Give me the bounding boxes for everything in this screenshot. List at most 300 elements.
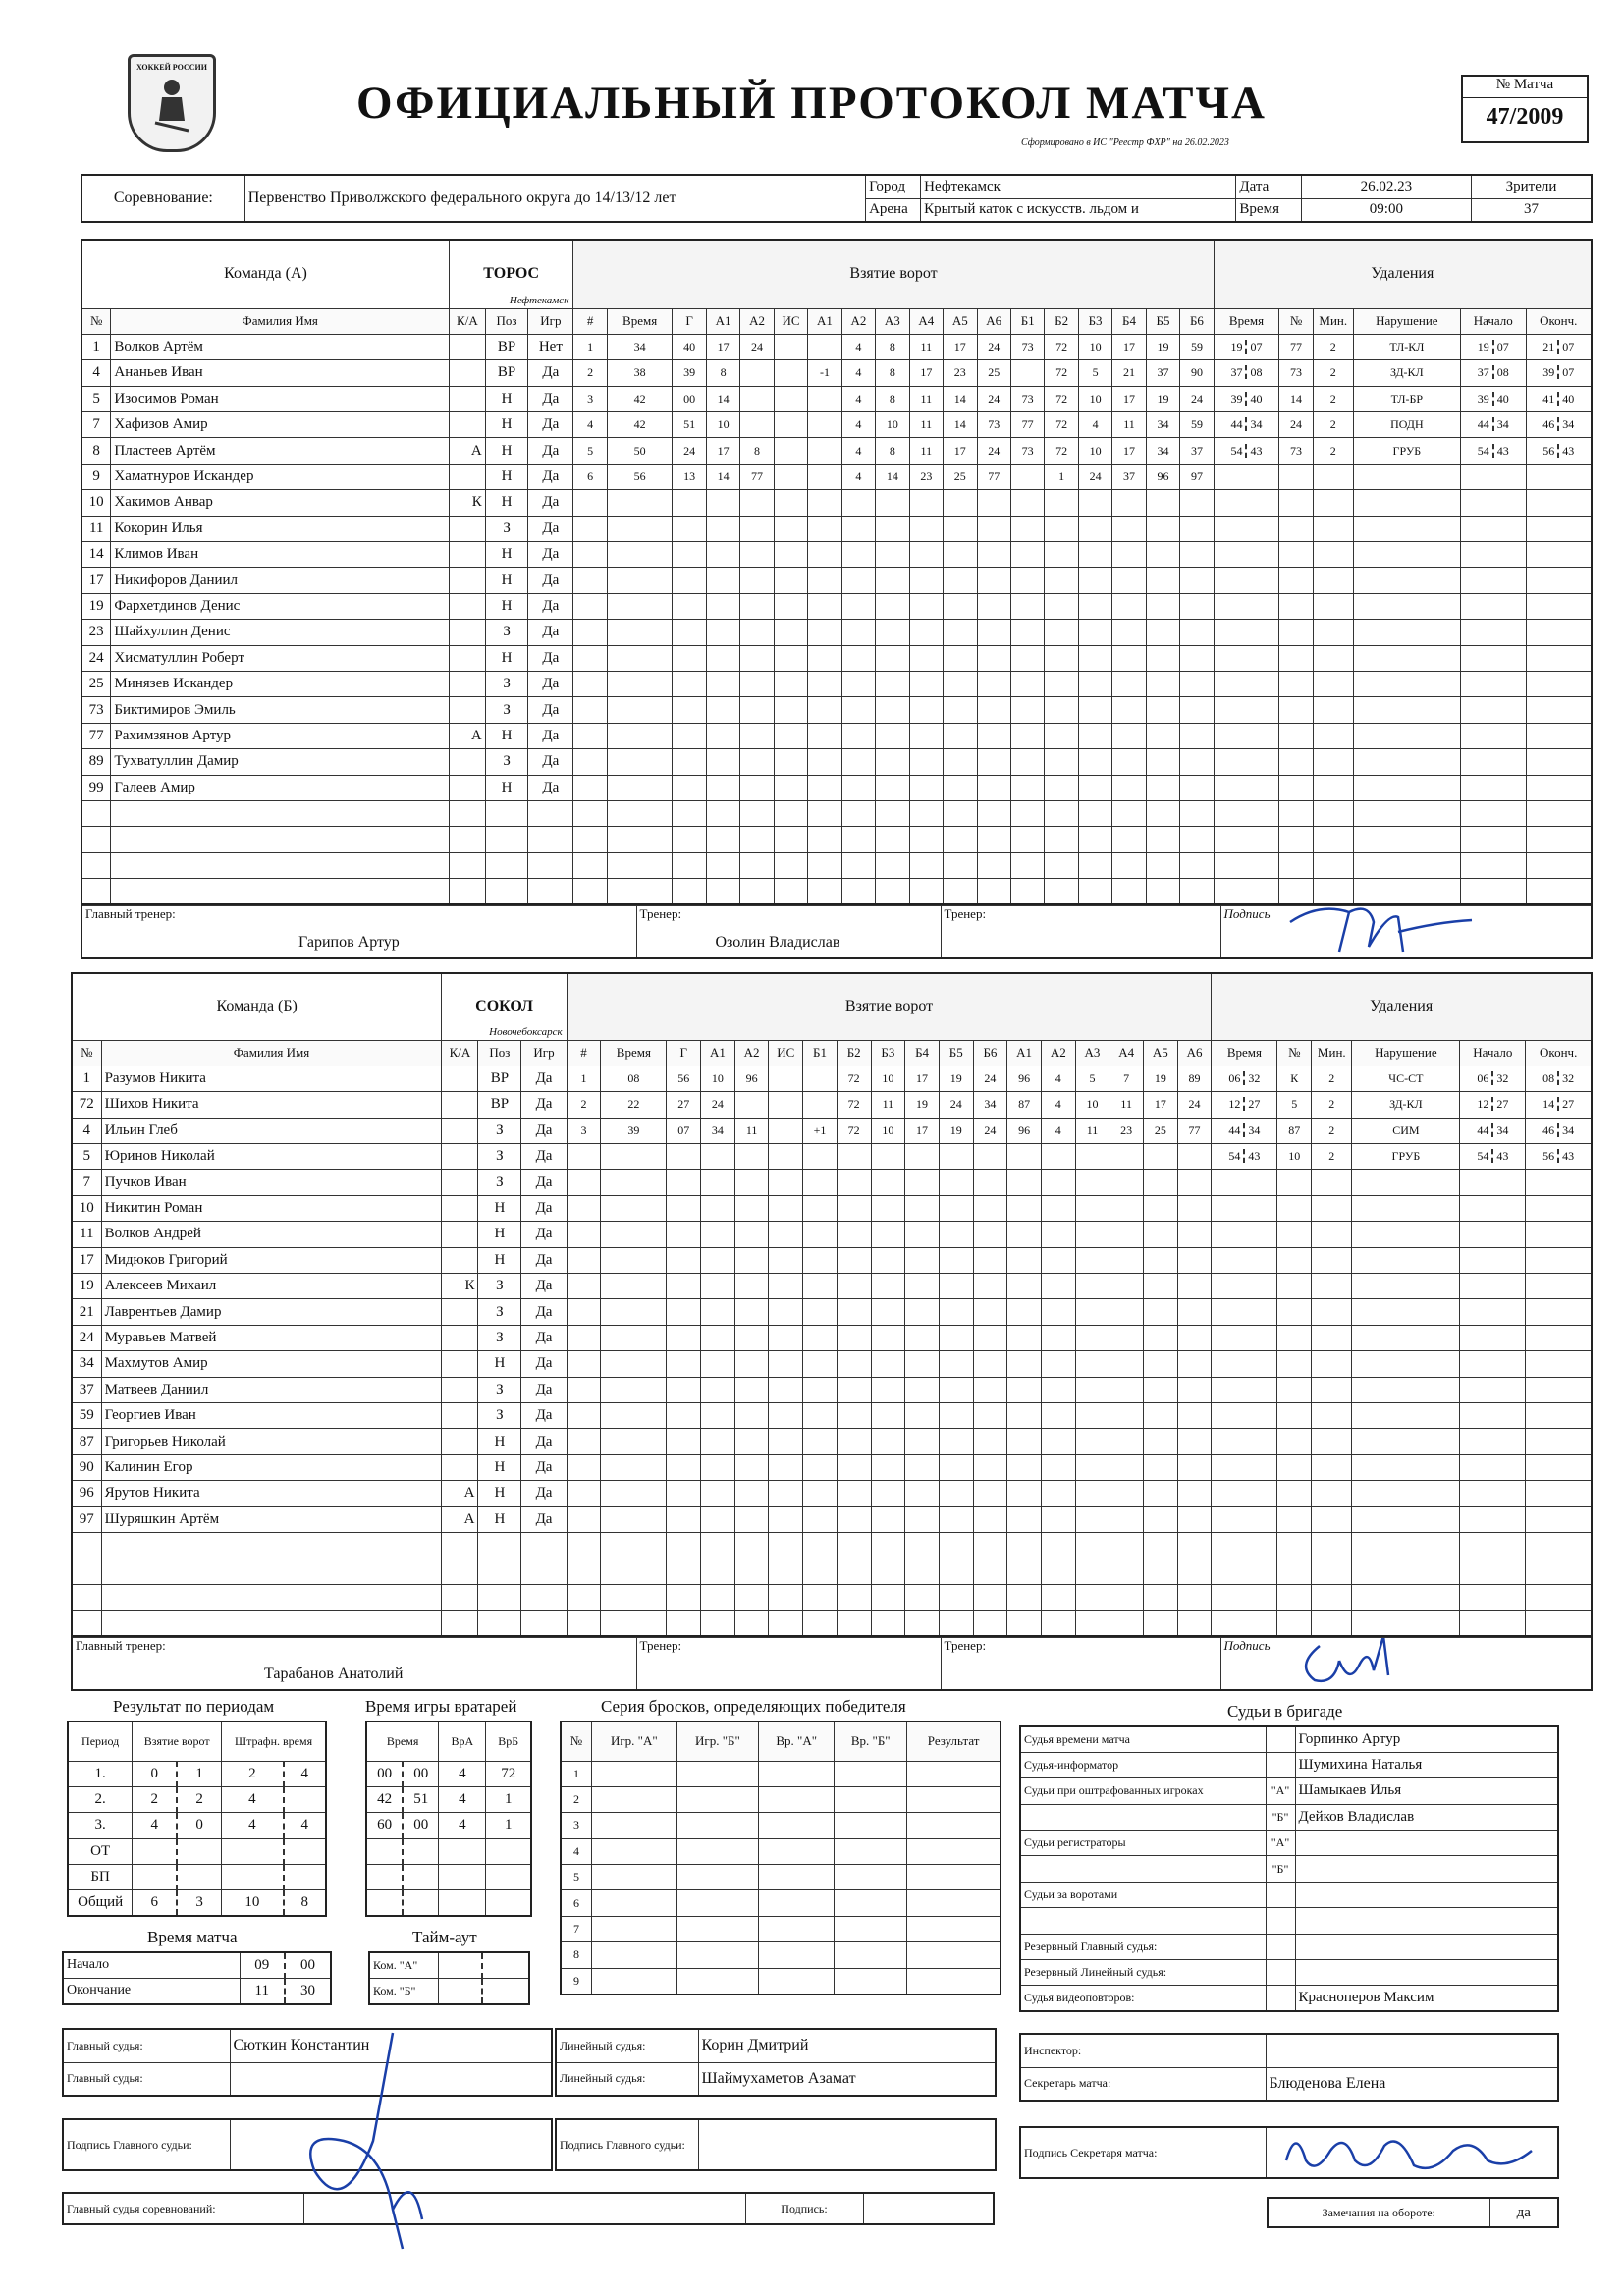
goal-cell: [673, 723, 706, 748]
goal-cell: [774, 412, 807, 438]
period-cell: [177, 1865, 221, 1890]
player-position: [478, 1558, 521, 1584]
goal-cell: [1146, 568, 1179, 593]
goal-cell: 10: [876, 412, 909, 438]
timeout-b-sec: [482, 1978, 529, 2003]
goal-cell: [601, 1611, 667, 1636]
player-role: [442, 1454, 478, 1480]
goal-cell: [808, 464, 841, 489]
player-position: ВР: [478, 1066, 521, 1091]
a-col-goal-0: #: [573, 308, 607, 334]
official-side: [1266, 1960, 1295, 1986]
goal-cell: [1041, 1247, 1075, 1273]
penalty-cell: [1352, 1454, 1460, 1480]
goal-cell: [701, 1195, 735, 1221]
goal-cell: [841, 800, 875, 826]
penalty-value: 14: [1542, 1097, 1555, 1112]
player-number: 90: [72, 1454, 101, 1480]
goal-cell: [808, 386, 841, 411]
penalty-cell: [1313, 386, 1353, 411]
period-cell: 10: [222, 1890, 284, 1916]
goal-cell: [774, 775, 807, 800]
goal-cell: 25: [944, 464, 977, 489]
goal-cell: [939, 1325, 973, 1350]
penalty-value: 34: [1562, 1122, 1575, 1137]
goal-cell: [808, 645, 841, 671]
penalty-value: 37: [1230, 365, 1243, 380]
goal-cell: [740, 412, 774, 438]
official-row: [1020, 1856, 1558, 1882]
player-number: 8: [81, 438, 111, 464]
official-row: [1020, 1831, 1558, 1856]
goal-cell: [734, 1195, 769, 1221]
goal-cell: [573, 723, 607, 748]
penalty-cell: [1526, 879, 1592, 904]
table-row: [72, 1454, 1592, 1480]
goal-cell: [774, 800, 807, 826]
goal-cell: [601, 1351, 667, 1377]
player-number: [81, 852, 111, 878]
penalty-cell: [1460, 1402, 1526, 1428]
goal-cell: [667, 1429, 701, 1454]
team-a-coach: Озолин Владислав: [715, 933, 840, 951]
goal-cell: [740, 775, 774, 800]
goal-cell: [939, 1299, 973, 1325]
goal-cell: [1010, 852, 1044, 878]
player-number: [81, 827, 111, 852]
b-col-goal-7: Б2: [837, 1040, 871, 1066]
penalty-cell: [1212, 1274, 1277, 1299]
timeout-title: Тайм-аут: [412, 1928, 477, 1946]
team-a-goals-title: Взятие ворот: [573, 240, 1214, 308]
goal-cell: [909, 671, 943, 696]
player-name: Пучков Иван: [101, 1170, 442, 1195]
table-row: [81, 490, 1592, 516]
goal-cell: [667, 1481, 701, 1506]
penalty-cell: [1313, 516, 1353, 541]
official-side: [1266, 1908, 1295, 1934]
goal-cell: [706, 775, 739, 800]
goalie-cell: [486, 1838, 531, 1864]
goal-cell: [607, 723, 673, 748]
competition-value: Первенство Приволжского федерального округа до 14/13/12 лет: [244, 175, 865, 222]
table-row: [81, 879, 1592, 904]
shootout-num: 3: [561, 1813, 592, 1838]
goalie-cell: 51: [403, 1786, 438, 1812]
goal-cell: [734, 1377, 769, 1402]
goal-cell: [1109, 1170, 1144, 1195]
goal-cell: [905, 1351, 940, 1377]
goal-cell: [837, 1222, 871, 1247]
a-col-pen-1: №: [1279, 308, 1313, 334]
team-a-name-cell: [450, 240, 573, 308]
goal-cell: [1041, 1325, 1075, 1350]
officials-title: Судьи в бригаде: [1227, 1702, 1343, 1721]
penalty-cell: [1279, 620, 1313, 645]
team-b-goals-title: Взятие ворот: [567, 973, 1212, 1040]
goal-cell: [909, 775, 943, 800]
player-position: Н: [485, 775, 528, 800]
goal-cell: 10: [871, 1118, 905, 1143]
player-name: Никифоров Даниил: [111, 568, 450, 593]
goal-cell: 6: [573, 464, 607, 489]
team-a-coach-cell: [636, 905, 941, 958]
periods-h-pim: Штрафн. время: [222, 1722, 326, 1761]
goal-cell: [701, 1222, 735, 1247]
goal-cell: [808, 593, 841, 619]
goal-cell: [1180, 827, 1214, 852]
penalty-cell: [1214, 412, 1279, 438]
goal-cell: [601, 1274, 667, 1299]
goal-cell: [1146, 827, 1179, 852]
period-row: [68, 1890, 326, 1916]
goal-cell: [973, 1506, 1007, 1532]
goal-cell: [1078, 490, 1111, 516]
penalty-value: 32: [1496, 1071, 1509, 1086]
goal-cell: [1177, 1402, 1212, 1428]
a-col-goal-17: Б6: [1180, 308, 1214, 334]
goal-cell: [1078, 775, 1111, 800]
official-role: Судьи за воротами: [1020, 1882, 1266, 1907]
penalty-cell: [1312, 1325, 1352, 1350]
goal-cell: [734, 1506, 769, 1532]
match-number-label: № Матча: [1463, 77, 1587, 98]
goal-cell: [871, 1532, 905, 1558]
goal-cell: 34: [607, 334, 673, 359]
goal-cell: [667, 1222, 701, 1247]
team-b-sign-label: Подпись: [1223, 1637, 1271, 1653]
penalty-cell: [1212, 1611, 1277, 1636]
shootout-cell: [592, 1786, 677, 1812]
penalty-value: 54: [1230, 443, 1243, 458]
main-referee-1: Сюткин Константин: [230, 2029, 552, 2062]
goal-cell: [740, 620, 774, 645]
penalty-cell: [1460, 568, 1526, 593]
goalie-cell: 00: [403, 1761, 438, 1786]
penalty-value: 34: [1250, 417, 1263, 432]
player-number: 5: [72, 1144, 101, 1170]
penalty-cell: [1313, 723, 1353, 748]
goal-cell: [973, 1611, 1007, 1636]
goal-cell: 19: [939, 1118, 973, 1143]
goal-cell: [841, 593, 875, 619]
shootout-h-1: Игр. "А": [592, 1722, 677, 1761]
goal-cell: [1045, 568, 1078, 593]
b-col-goal-5: ИС: [769, 1040, 803, 1066]
a-col-pen-2: Мин.: [1313, 308, 1353, 334]
goal-cell: [673, 645, 706, 671]
penalty-cell: [1526, 1170, 1592, 1195]
goal-cell: 17: [1144, 1092, 1178, 1118]
goal-cell: [607, 852, 673, 878]
player-number: [81, 879, 111, 904]
player-number: 17: [72, 1247, 101, 1273]
penalty-value: 06: [1228, 1071, 1241, 1086]
goal-cell: [701, 1584, 735, 1610]
goalie-cell: 4: [439, 1786, 486, 1812]
goal-cell: [774, 568, 807, 593]
goal-cell: [977, 593, 1010, 619]
team-a-signature: [1280, 905, 1477, 958]
goal-cell: [567, 1170, 601, 1195]
goal-cell: [769, 1506, 803, 1532]
penalty-cell: [1352, 1429, 1460, 1454]
b-col-pen-0: Время: [1212, 1040, 1277, 1066]
goal-cell: [876, 490, 909, 516]
goal-cell: [808, 334, 841, 359]
shootout-row: [561, 1786, 1001, 1812]
table-row: [72, 1299, 1592, 1325]
goal-cell: [701, 1325, 735, 1350]
goal-cell: [1041, 1558, 1075, 1584]
a-col-pos: Поз: [485, 308, 528, 334]
player-number: 4: [81, 360, 111, 386]
goal-cell: 7: [1109, 1066, 1144, 1091]
goal-cell: [701, 1454, 735, 1480]
goal-cell: [973, 1351, 1007, 1377]
goalie-row: [366, 1813, 531, 1838]
spectators-value: 37: [1472, 198, 1592, 222]
player-role: [442, 1170, 478, 1195]
goal-cell: [876, 671, 909, 696]
shootout-cell: [676, 1786, 759, 1812]
penalty-cell: [1279, 827, 1313, 852]
goal-cell: [1109, 1611, 1144, 1636]
goal-cell: 24: [740, 334, 774, 359]
goal-cell: [1112, 697, 1146, 723]
goalie-cell: [403, 1865, 438, 1890]
goalies-h-time: Время: [366, 1722, 439, 1761]
penalty-cell: [1526, 1325, 1592, 1350]
penalty-cell: [1279, 645, 1313, 671]
goal-cell: [871, 1506, 905, 1532]
goal-cell: [944, 671, 977, 696]
penalty-cell: [1313, 360, 1353, 386]
official-name: [1295, 1856, 1558, 1882]
player-number: 4: [72, 1118, 101, 1143]
goal-cell: [808, 723, 841, 748]
penalty-cell: [1212, 1325, 1277, 1350]
shootout-cell: [907, 1786, 1001, 1812]
shootout-row: [561, 1813, 1001, 1838]
penalty-cell: [1526, 697, 1592, 723]
penalty-cell: [1352, 1584, 1460, 1610]
penalty-value: 08: [1496, 365, 1509, 380]
goal-cell: [1109, 1584, 1144, 1610]
shootout-num: 8: [561, 1942, 592, 1968]
goal-cell: [1010, 593, 1044, 619]
goal-cell: [601, 1558, 667, 1584]
goal-cell: [1109, 1325, 1144, 1350]
goal-cell: [944, 542, 977, 568]
goal-cell: [944, 852, 977, 878]
period-cell: 6: [133, 1890, 177, 1916]
goal-cell: [1146, 775, 1179, 800]
goal-cell: [601, 1325, 667, 1350]
goal-cell: [1045, 749, 1078, 775]
penalty-cell: [1212, 1377, 1277, 1402]
goal-cell: [1041, 1611, 1075, 1636]
goal-cell: [1109, 1532, 1144, 1558]
penalty-cell: [1460, 1066, 1526, 1091]
penalty-cell: [1526, 1584, 1592, 1610]
goal-cell: [706, 671, 739, 696]
goal-cell: [1078, 645, 1111, 671]
goal-cell: [573, 645, 607, 671]
goal-cell: 73: [1010, 386, 1044, 411]
goal-cell: [673, 749, 706, 775]
a-col-goal-13: Б2: [1045, 308, 1078, 334]
separator: [1492, 392, 1494, 406]
player-plays: Да: [521, 1118, 567, 1143]
penalty-value: 24: [1290, 417, 1303, 432]
b-col-goal-15: А4: [1109, 1040, 1144, 1066]
penalty-value: 12: [1228, 1097, 1241, 1112]
goal-cell: 4: [1078, 412, 1111, 438]
player-role: [442, 1195, 478, 1221]
goal-cell: [1075, 1429, 1109, 1454]
penalty-cell: [1212, 1402, 1277, 1428]
goal-cell: [871, 1558, 905, 1584]
goal-cell: [1075, 1402, 1109, 1428]
goal-cell: 3: [567, 1118, 601, 1143]
goal-cell: [1041, 1299, 1075, 1325]
goal-cell: [1075, 1195, 1109, 1221]
goal-cell: [944, 568, 977, 593]
penalty-value: 12: [1477, 1097, 1489, 1112]
goal-cell: [837, 1558, 871, 1584]
shootout-cell: [592, 1890, 677, 1916]
penalty-value: СИМ: [1392, 1122, 1420, 1137]
penalty-cell: [1460, 1274, 1526, 1299]
goal-cell: [944, 723, 977, 748]
goal-cell: [740, 749, 774, 775]
penalty-cell: [1460, 1532, 1526, 1558]
goal-cell: [706, 620, 739, 645]
goal-cell: [1007, 1481, 1042, 1506]
penalty-cell: [1313, 568, 1353, 593]
goal-cell: [1144, 1247, 1178, 1273]
goal-cell: [876, 827, 909, 852]
goal-cell: [607, 593, 673, 619]
goal-cell: [706, 593, 739, 619]
player-position: З: [478, 1377, 521, 1402]
goal-cell: [567, 1532, 601, 1558]
player-plays: Да: [521, 1429, 567, 1454]
separator: [1491, 1097, 1493, 1111]
goal-cell: 17: [706, 334, 739, 359]
goal-cell: [871, 1299, 905, 1325]
period-cell: 3.: [68, 1813, 133, 1838]
goal-cell: [701, 1506, 735, 1532]
penalty-value: 27: [1248, 1097, 1261, 1112]
player-role: [450, 516, 486, 541]
penalty-cell: [1214, 593, 1279, 619]
goal-cell: [740, 490, 774, 516]
goal-cell: [573, 749, 607, 775]
player-role: [442, 1299, 478, 1325]
penalty-cell: [1277, 1092, 1312, 1118]
goal-cell: [1112, 827, 1146, 852]
goal-cell: [706, 723, 739, 748]
penalty-cell: [1279, 593, 1313, 619]
penalty-cell: [1212, 1092, 1277, 1118]
goal-cell: [667, 1402, 701, 1428]
player-position: З: [478, 1118, 521, 1143]
inspector: [1266, 2034, 1558, 2067]
player-plays: Да: [521, 1195, 567, 1221]
penalty-value: 2: [1329, 417, 1336, 432]
player-name: Юринов Николай: [101, 1144, 442, 1170]
penalty-value: ГРУБ: [1391, 1149, 1421, 1164]
goal-cell: [1177, 1454, 1212, 1480]
penalty-cell: [1279, 516, 1313, 541]
player-number: 25: [81, 671, 111, 696]
player-number: 97: [72, 1506, 101, 1532]
goal-cell: [977, 516, 1010, 541]
penalty-cell: [1313, 852, 1353, 878]
goal-cell: [1177, 1481, 1212, 1506]
goal-cell: [601, 1429, 667, 1454]
goal-cell: 19: [905, 1092, 940, 1118]
goal-cell: 34: [973, 1092, 1007, 1118]
a-col-goal-9: А4: [909, 308, 943, 334]
goal-cell: [1180, 593, 1214, 619]
goal-cell: 10: [871, 1066, 905, 1091]
goal-cell: [808, 800, 841, 826]
penalty-cell: [1313, 879, 1353, 904]
goal-cell: [1010, 723, 1044, 748]
penalty-cell: [1352, 1351, 1460, 1377]
player-position: Н: [478, 1429, 521, 1454]
goalies-h-b: ВрБ: [486, 1722, 531, 1761]
official-role: [1020, 1856, 1266, 1882]
player-role: [442, 1558, 478, 1584]
penalty-cell: [1212, 1532, 1277, 1558]
separator: [1492, 417, 1494, 431]
player-position: Н: [478, 1454, 521, 1480]
penalty-cell: [1353, 620, 1460, 645]
player-number: 10: [72, 1195, 101, 1221]
goal-cell: [973, 1144, 1007, 1170]
goal-cell: [973, 1558, 1007, 1584]
player-plays: Да: [521, 1274, 567, 1299]
shootout-num: 1: [561, 1761, 592, 1786]
periods-table: [67, 1721, 327, 1917]
table-row: [72, 1195, 1592, 1221]
goal-cell: [1144, 1532, 1178, 1558]
goal-cell: [769, 1092, 803, 1118]
goal-cell: [808, 542, 841, 568]
goal-cell: 96: [1146, 464, 1179, 489]
goal-cell: [871, 1195, 905, 1221]
player-plays: Да: [528, 438, 573, 464]
goal-cell: [1007, 1325, 1042, 1350]
player-number: 37: [72, 1377, 101, 1402]
goal-cell: [808, 516, 841, 541]
start-minutes: 00: [285, 1952, 331, 1978]
official-name: [1295, 1831, 1558, 1856]
goal-cell: [1180, 800, 1214, 826]
player-position: Н: [485, 723, 528, 748]
penalty-value: 34: [1248, 1122, 1261, 1137]
player-role: [450, 360, 486, 386]
player-name: Тухватуллин Дамир: [111, 749, 450, 775]
goal-cell: [1180, 671, 1214, 696]
goal-cell: [1007, 1299, 1042, 1325]
goal-cell: [977, 827, 1010, 852]
goal-cell: [1007, 1611, 1042, 1636]
